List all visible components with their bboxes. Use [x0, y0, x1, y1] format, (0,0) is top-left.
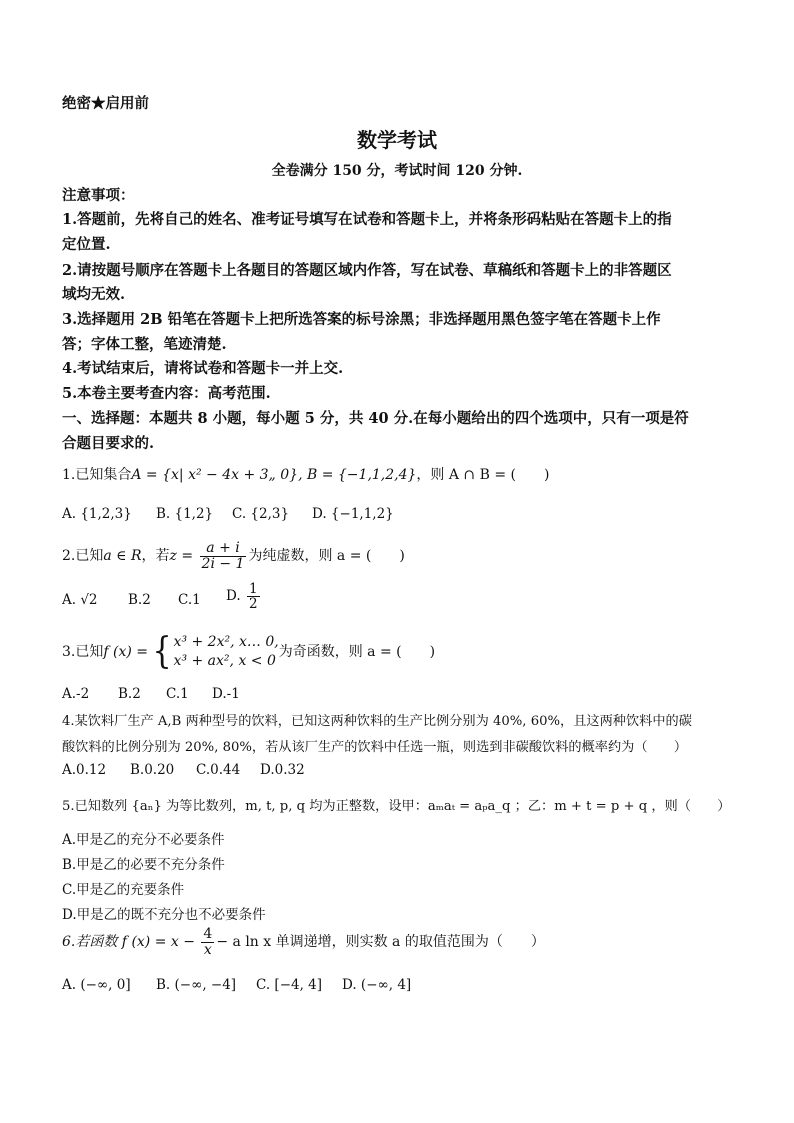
q1-option-c: C. {2,3} [232, 506, 290, 522]
note-3-line-1: 3.选择题用 2B 铅笔在答题卡上把所选答案的标号涂黑；非选择题用黑色签字笔在答题卡上作 [62, 311, 661, 328]
q1-option-a: A. {1,2,3} [62, 506, 132, 522]
page-title: 数学考试 [357, 128, 437, 152]
section-heading-line-2: 合题目要求的. [62, 435, 155, 452]
q3-option-a: A.-2 [62, 686, 90, 702]
q2-condition: a ∈ R [103, 548, 142, 565]
q6-numerator: 4 [203, 926, 213, 942]
q2-option-d-label: D. [226, 588, 241, 605]
q6-option-b: B. (−∞, −4] [156, 977, 237, 993]
q2-prefix: 2.已知 [62, 548, 104, 565]
q2-suffix: 为纯虚数，则 a = ( ) [248, 548, 405, 565]
q2-denominator: 2i − 1 [201, 555, 245, 572]
page-subtitle: 全卷满分 150 分，考试时间 120 分钟. [271, 163, 523, 179]
note-2-line-1: 2.请按题号顺序在答题卡上各题目的答题区域内作答，写在试卷、草稿纸和答题卡上的非答题区 [62, 262, 672, 279]
q4-option-a: A.0.12 [62, 762, 107, 778]
q2-option-b: B.2 [128, 592, 151, 608]
q1-option-b: B. {1,2} [156, 506, 214, 522]
question-2 [62, 541, 405, 571]
question-5: 5.已知数列 {aₙ} 为等比数列，m, t, p, q 均为正整数，设甲：aₘaₜ = aₚa_q ；乙：m + t = p + q ，则（ ） [62, 799, 731, 814]
note-5: 5.本卷主要考查内容：高考范围. [62, 385, 271, 402]
q6-option-d: D. (−∞, 4] [342, 977, 412, 993]
q2-option-c: C.1 [178, 592, 201, 608]
question-4-line-2: 酸饮料的比例分别为 20%, 80%，若从该厂生产的饮料中任选一瓶，则选到非碳酸饮料的概率约为（ ） [62, 740, 688, 755]
q3-option-c: C.1 [166, 686, 189, 702]
q6-fraction [201, 927, 214, 957]
q3-option-b: B.2 [118, 686, 141, 702]
q2-option-d-fraction [247, 582, 260, 611]
q3-brace: { [152, 630, 172, 673]
q2-option-d-denominator: 2 [248, 596, 258, 613]
question-3 [62, 630, 436, 673]
note-2-line-2: 域均无效. [62, 286, 126, 303]
note-1-line-1: 1.答题前，先将自己的姓名、准考证号填写在试卷和答题卡上，并将条形码粘贴在答题卡上的指 [62, 211, 672, 228]
q1-option-d: D. {−1,1,2} [312, 506, 394, 522]
note-4: 4.考试结束后，请将试卷和答题卡一并上交. [62, 360, 344, 377]
section-heading-line-1: 一、选择题：本题共 8 小题，每小题 5 分，共 40 分.在每小题给出的四个选项中，只有一项是符 [62, 410, 689, 427]
q1-suffix: ，则 A ∩ B = ( ) [416, 467, 550, 483]
q2-option-a: A. √2 [62, 592, 98, 608]
q2-option-d [226, 582, 262, 611]
note-1-line-2: 定位置. [62, 236, 111, 253]
q3-case-2: x³ + ax², x < 0 [173, 652, 276, 669]
q6-denominator: x [203, 941, 212, 958]
q3-cases [174, 633, 279, 671]
q2-z-eq: z = [169, 548, 194, 565]
q5-option-c: C.甲是乙的充要条件 [62, 882, 185, 898]
secret-label: 绝密★启用前 [62, 95, 149, 112]
q3-option-d: D.-1 [212, 686, 240, 702]
q2-fraction [200, 541, 247, 571]
q1-set-b: , B = {−1,1,2,4} [298, 467, 417, 483]
q6-prefix: 6.若函数 f (x) = x − [62, 934, 195, 951]
q1-set-a: A = {x| x² − 4x + 3„ 0} [131, 467, 299, 483]
q2-option-d-numerator: 1 [248, 581, 258, 597]
q4-option-b: B.0.20 [130, 762, 175, 778]
q3-fx: f (x) = [103, 643, 148, 660]
notes-heading: 注意事项： [62, 187, 135, 204]
q5-option-b: B.甲是乙的必要不充分条件 [62, 857, 225, 873]
question-4-line-1: 4.某饮料厂生产 A,B 两种型号的饮料，已知这两种饮料的生产比例分别为 40%, 60%，且这两种饮料中的碳 [62, 714, 692, 729]
q2-mid: ，若 [141, 548, 170, 565]
q4-option-d: D.0.32 [260, 762, 305, 778]
q5-option-a: A.甲是乙的充分不必要条件 [62, 832, 225, 848]
q6-option-c: C. [−4, 4] [256, 977, 323, 993]
question-6 [62, 927, 545, 957]
question-1 [62, 464, 549, 484]
q4-option-c: C.0.44 [196, 762, 241, 778]
q6-option-a: A. (−∞, 0] [62, 977, 131, 993]
q3-suffix: 为奇函数，则 a = ( ) [278, 643, 436, 660]
q2-numerator: a + i [200, 541, 247, 557]
note-3-line-2: 答；字体工整，笔迹清楚. [62, 336, 227, 353]
q3-case-1: x³ + 2x², x… 0, [173, 634, 279, 650]
q1-prefix: 1.已知集合 [62, 467, 132, 483]
q6-suffix: − a ln x 单调递增，则实数 a 的取值范围为（ ） [216, 934, 545, 951]
q3-prefix: 3.已知 [62, 643, 104, 660]
q5-option-d: D.甲是乙的既不充分也不必要条件 [62, 907, 266, 923]
